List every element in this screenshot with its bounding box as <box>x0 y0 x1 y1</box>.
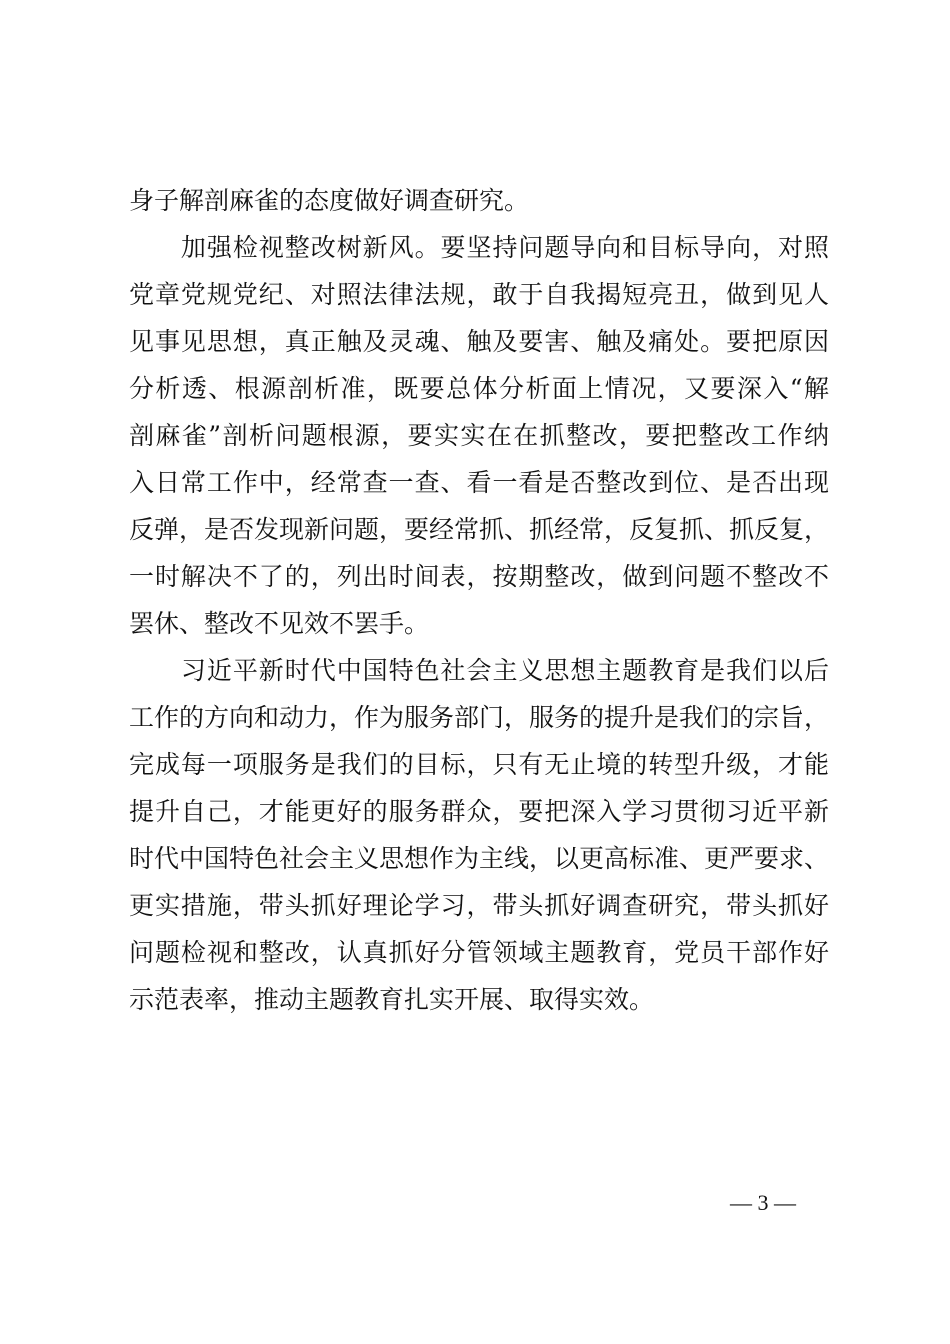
text-line: 习近平新时代中国特色社会主义思想主题教育是我们以后 <box>129 656 829 685</box>
text-line: 一时解决不了的，列出时间表，按期整改，做到问题不整改不 <box>129 562 829 591</box>
text-line: 剖麻雀”剖析问题根源，要实实在在抓整改，要把整改工作纳 <box>129 421 829 450</box>
text-line: 分析透、根源剖析准，既要总体分析面上情况，又要深入“解 <box>129 374 829 403</box>
text-line: 更实措施，带头抓好理论学习，带头抓好调查研究，带头抓好 <box>129 891 829 920</box>
body-text <box>129 177 829 1023</box>
text-line: 加强检视整改树新风。要坚持问题导向和目标导向，对照 <box>129 233 829 262</box>
text-line: 时代中国特色社会主义思想作为主线，以更高标准、更严要求、 <box>129 844 830 873</box>
text-line: 问题检视和整改，认真抓好分管领域主题教育，党员干部作好 <box>129 938 829 967</box>
text-line: 见事见思想，真正触及灵魂、触及要害、触及痛处。要把原因 <box>129 327 829 356</box>
text-line: 身子解剖麻雀的态度做好调查研究。 <box>129 186 530 215</box>
text-line: 工作的方向和动力，作为服务部门，服务的提升是我们的宗旨， <box>129 703 830 732</box>
text-line: 完成每一项服务是我们的目标，只有无止境的转型升级，才能 <box>129 750 829 779</box>
page-number: — 3 — <box>730 1190 796 1215</box>
text-line: 党章党规党纪、对照法律法规，敢于自我揭短亮丑，做到见人 <box>129 280 829 309</box>
text-line: 提升自己，才能更好的服务群众，要把深入学习贯彻习近平新 <box>129 797 829 826</box>
text-line: 示范表率，推动主题教育扎实开展、取得实效。 <box>129 985 655 1014</box>
text-line: 罢休、整改不见效不罢手。 <box>129 609 430 638</box>
text-line: 反弹，是否发现新问题，要经常抓、抓经常，反复抓、抓反复， <box>129 515 830 544</box>
text-line: 入日常工作中，经常查一查、看一看是否整改到位、是否出现 <box>129 468 829 497</box>
